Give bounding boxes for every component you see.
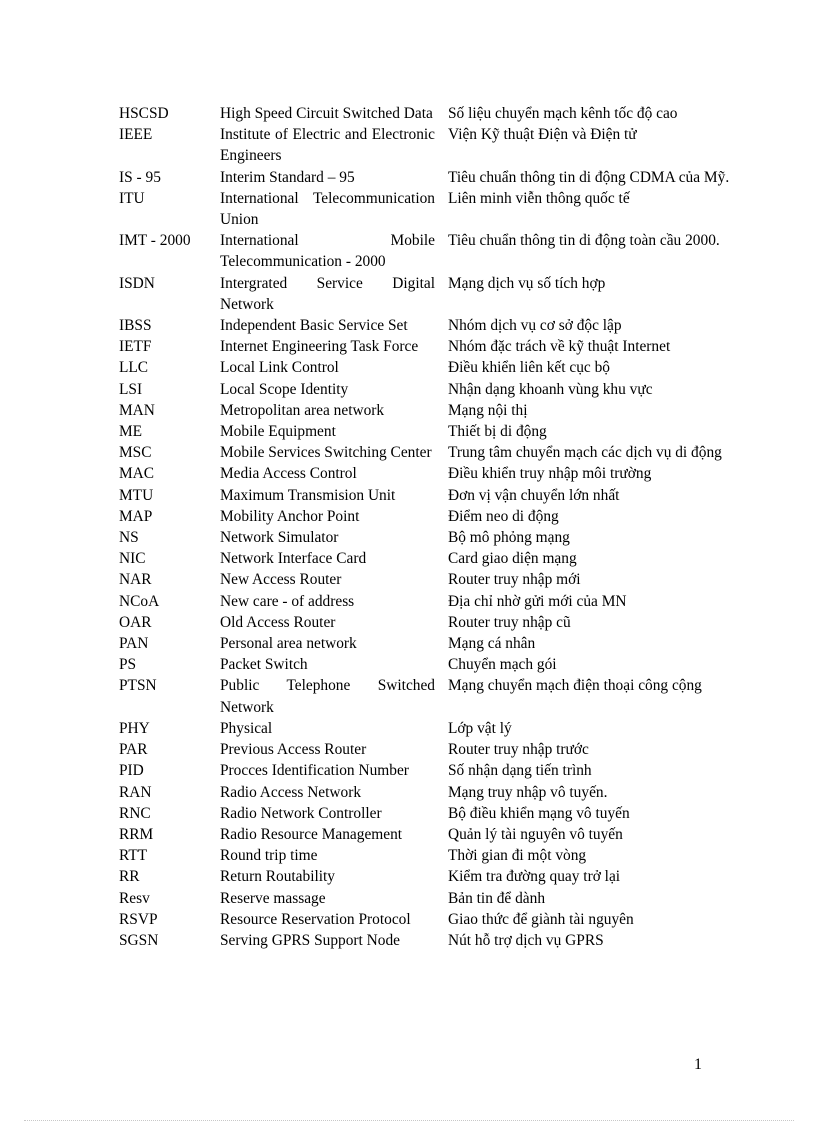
english-meaning: International Mobile Telecommunication - 2000 — [220, 232, 435, 271]
table-row — [119, 782, 731, 803]
vietnamese-meaning: Thời gian đi một vòng — [448, 847, 587, 865]
vietnamese-meaning: Trung tâm chuyển mạch các dịch vụ di động — [448, 444, 722, 462]
english-meaning: Mobility Anchor Point — [220, 507, 360, 525]
abbreviation-term: IEEE — [119, 126, 153, 144]
english-meaning: Network Simulator — [220, 529, 339, 547]
vietnamese-meaning: Kiểm tra đường quay trở lại — [448, 868, 621, 886]
abbreviation-term: SGSN — [119, 931, 159, 949]
table-row — [119, 591, 731, 612]
abbreviation-term: LLC — [119, 359, 149, 377]
vietnamese-meaning: Mạng dịch vụ số tích hợp — [448, 274, 606, 292]
english-meaning: Resource Reservation Protocol — [220, 910, 411, 928]
table-row — [119, 167, 731, 188]
table-row — [119, 548, 731, 569]
vietnamese-meaning: Nhóm đặc trách về kỹ thuật Internet — [448, 338, 671, 356]
table-row — [119, 569, 731, 590]
table-row — [119, 930, 731, 951]
table-row — [119, 188, 731, 230]
vietnamese-meaning: Router truy nhập mới — [448, 571, 581, 589]
english-meaning: Media Access Control — [220, 465, 357, 483]
vietnamese-meaning: Viện Kỹ thuật Điện và Điện tử — [448, 126, 637, 144]
english-meaning: Public Telephone Switched Network — [220, 677, 435, 716]
table-row — [119, 803, 731, 824]
vietnamese-meaning: Router truy nhập cũ — [448, 613, 571, 631]
abbreviation-term: PAR — [119, 741, 148, 759]
abbreviation-table-body — [119, 103, 731, 951]
english-meaning: New Access Router — [220, 571, 342, 589]
table-row — [119, 675, 731, 717]
english-meaning: Radio Network Controller — [220, 804, 382, 822]
abbreviation-term: OAR — [119, 613, 152, 631]
english-meaning: Local Scope Identity — [220, 380, 349, 398]
table-row — [119, 485, 731, 506]
english-meaning: International Telecommunication Union — [220, 189, 435, 229]
abbreviation-term: NAR — [119, 571, 152, 589]
table-row — [119, 845, 731, 866]
vietnamese-meaning: Quản lý tài nguyên vô tuyến — [448, 825, 623, 843]
table-row — [119, 463, 731, 484]
english-meaning: Old Access Router — [220, 613, 336, 631]
table-row — [119, 357, 731, 378]
abbreviation-term: ISDN — [119, 274, 155, 292]
abbreviation-term: PID — [119, 762, 144, 780]
vietnamese-meaning: Giao thức để giành tài nguyên — [448, 910, 634, 928]
abbreviation-term: NIC — [119, 550, 146, 568]
table-row — [119, 273, 731, 315]
vietnamese-meaning: Router truy nhập trước — [448, 741, 589, 759]
english-meaning: New care - of address — [220, 592, 355, 610]
vietnamese-meaning: Mạng chuyển mạch điện thoại công cộng — [448, 677, 702, 695]
table-row — [119, 612, 731, 633]
table-row — [119, 315, 731, 336]
english-meaning: Physical — [220, 719, 273, 737]
table-row — [119, 909, 731, 930]
english-meaning: Packet Switch — [220, 656, 308, 674]
vietnamese-meaning: Bản tin để dành — [448, 889, 546, 907]
english-meaning: Metropolitan area network — [220, 401, 385, 419]
english-meaning: Personal area network — [220, 635, 357, 653]
english-meaning: Previous Access Router — [220, 741, 367, 759]
english-meaning: Local Link Control — [220, 359, 339, 377]
abbreviation-term: MAC — [119, 465, 155, 483]
vietnamese-meaning: Nút hỗ trợ dịch vụ GPRS — [448, 931, 604, 949]
abbreviation-term: ME — [119, 423, 143, 441]
abbreviation-term: MAN — [119, 401, 155, 419]
english-meaning: Radio Resource Management — [220, 825, 403, 843]
vietnamese-meaning: Mạng nội thị — [448, 401, 528, 419]
table-row — [119, 103, 731, 124]
table-row — [119, 336, 731, 357]
table-row — [119, 888, 731, 909]
vietnamese-meaning: Nhóm dịch vụ cơ sở độc lập — [448, 317, 622, 335]
vietnamese-meaning: Số liệu chuyển mạch kênh tốc độ cao — [448, 105, 678, 122]
abbreviation-term: IMT - 2000 — [119, 232, 191, 250]
table-row — [119, 421, 731, 442]
abbreviation-term: IETF — [119, 338, 152, 356]
abbreviation-term: LSI — [119, 380, 143, 398]
vietnamese-meaning: Liên minh viễn thông quốc tế — [448, 189, 630, 207]
vietnamese-meaning: Chuyển mạch gói — [448, 656, 557, 674]
table-row — [119, 760, 731, 781]
vietnamese-meaning: Card giao diện mạng — [448, 550, 577, 568]
english-meaning: Reserve massage — [220, 889, 326, 907]
abbreviation-term: RRM — [119, 825, 154, 843]
english-meaning: Maximum Transmision Unit — [220, 486, 396, 504]
vietnamese-meaning: Nhận dạng khoanh vùng khu vực — [448, 380, 653, 398]
english-meaning: Independent Basic Service Set — [220, 317, 408, 335]
english-meaning: Mobile Services Switching Center — [220, 444, 432, 462]
abbreviation-term: HSCSD — [119, 105, 169, 122]
english-meaning: High Speed Circuit Switched Data — [220, 105, 433, 122]
table-row — [119, 124, 731, 166]
english-meaning: Serving GPRS Support Node — [220, 931, 400, 949]
english-meaning: Return Routability — [220, 868, 335, 886]
table-row — [119, 654, 731, 675]
abbreviation-term: RAN — [119, 783, 152, 801]
english-meaning: Network Interface Card — [220, 550, 367, 568]
table-row — [119, 718, 731, 739]
table-row — [119, 379, 731, 400]
table-row — [119, 527, 731, 548]
abbreviation-term: Resv — [119, 889, 150, 907]
abbreviation-term: IS - 95 — [119, 168, 161, 186]
abbreviation-term: RR — [119, 868, 140, 886]
abbreviation-term: NCoA — [119, 592, 160, 610]
vietnamese-meaning: Đơn vị vận chuyển lớn nhất — [448, 486, 620, 504]
vietnamese-meaning: Mạng cá nhân — [448, 635, 536, 653]
vietnamese-meaning: Tiêu chuẩn thông tin di động CDMA của Mỹ. — [448, 168, 730, 186]
vietnamese-meaning: Địa chỉ nhờ gửi mới của MN — [448, 592, 627, 610]
table-row — [119, 739, 731, 760]
vietnamese-meaning: Bộ điều khiển mạng vô tuyến — [448, 804, 630, 822]
vietnamese-meaning: Số nhận dạng tiến trình — [448, 762, 592, 780]
abbreviation-term: RTT — [119, 847, 148, 865]
english-meaning: Interim Standard – 95 — [220, 168, 355, 186]
vietnamese-meaning: Bộ mô phỏng mạng — [448, 529, 570, 547]
english-meaning: Round trip time — [220, 847, 318, 865]
vietnamese-meaning: Điểm neo di động — [448, 507, 559, 525]
english-meaning: Internet Engineering Task Force — [220, 338, 419, 356]
english-meaning: Procces Identification Number — [220, 762, 409, 780]
abbreviation-term: RSVP — [119, 910, 158, 928]
table-row — [119, 442, 731, 463]
table-row — [119, 506, 731, 527]
vietnamese-meaning: Điều khiển truy nhập môi trường — [448, 465, 652, 483]
abbreviation-term: IBSS — [119, 317, 152, 335]
abbreviation-term: PHY — [119, 719, 150, 737]
vietnamese-meaning: Điều khiển liên kết cục bộ — [448, 359, 610, 377]
vietnamese-meaning: Lớp vật lý — [448, 719, 512, 737]
abbreviation-term: PS — [119, 656, 137, 674]
english-meaning: Institute of Electric and Electronic Engineers — [220, 126, 435, 165]
vietnamese-meaning: Thiết bị di động — [448, 423, 547, 441]
table-row — [119, 400, 731, 421]
english-meaning: Intergrated Service Digital Network — [220, 274, 435, 313]
table-row — [119, 824, 731, 845]
abbreviation-term: RNC — [119, 804, 151, 822]
vietnamese-meaning: Tiêu chuẩn thông tin di động toàn cầu 2000. — [448, 232, 720, 250]
abbreviation-table — [119, 103, 731, 951]
table-row — [119, 633, 731, 654]
page-number: 1 — [694, 1056, 702, 1073]
abbreviation-term: ITU — [119, 189, 145, 207]
page-bottom-dotted-rule — [24, 1120, 794, 1121]
abbreviation-term: MSC — [119, 444, 152, 462]
vietnamese-meaning: Mạng truy nhập vô tuyến. — [448, 783, 608, 801]
table-row — [119, 230, 731, 272]
english-meaning: Radio Access Network — [220, 783, 362, 801]
abbreviation-term: MAP — [119, 507, 153, 525]
abbreviation-term: NS — [119, 529, 139, 547]
abbreviation-term: PTSN — [119, 677, 157, 695]
abbreviation-term: PAN — [119, 635, 149, 653]
table-row — [119, 866, 731, 887]
abbreviation-term: MTU — [119, 486, 154, 504]
english-meaning: Mobile Equipment — [220, 423, 336, 441]
